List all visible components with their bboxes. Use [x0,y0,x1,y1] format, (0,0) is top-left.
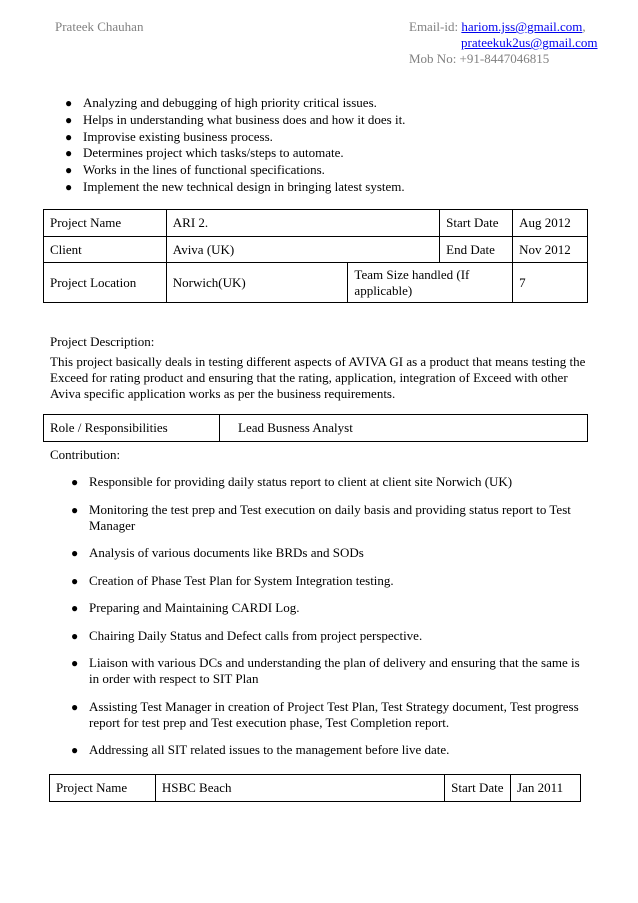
list-item: ● Monitoring the test prep and Test execution on daily basis and providing status report to Test Manager [71,501,571,533]
location-value: Norwich(UK) [166,263,348,303]
bullet-icon: ● [65,179,73,194]
client-label: Client [44,237,167,263]
bullet-icon: ● [71,546,79,560]
list-item: ● Analyzing and debugging of high priority critical issues. [65,95,377,110]
email-line [409,19,598,35]
table-row [50,775,581,802]
list-item: ● Helps in understanding what business does and how it does it. [65,111,406,127]
table-row [44,237,588,263]
list-item: ● Determines project which tasks/steps to automate. [65,145,344,161]
table-row [44,415,588,442]
list-item: ● Works in the lines of functional specifications. [65,162,325,178]
project-name-value: ARI 2. [166,210,439,237]
bullet-icon: ● [71,656,79,670]
bullet-icon: ● [71,601,79,615]
header-contact [409,19,598,67]
project-2-table [49,774,581,802]
bullet-icon: ● [65,163,73,178]
email-label: Email-id: [409,19,459,34]
list-item: ● Assisting Test Manager in creation of Project Test Plan, Test Strategy document, Test progress report for test prep and Test execution phase, Test Completion report. [71,698,579,730]
bullet-icon: ● [71,475,79,489]
description-heading: Project Description: [50,334,155,349]
bullet-icon: ● [65,96,73,110]
project-info-table [43,209,588,303]
list-item: ● Analysis of various documents like BRDs and SODs [71,545,364,560]
location-label: Project Location [44,263,167,303]
bullet-icon: ● [65,146,73,161]
header-name: Prateek Chauhan [55,19,144,34]
bullet-icon: ● [71,628,79,643]
description-text: This project basically deals in testing different aspects of AVIVA GI as a product that means testing the Exceed for rating product and ensuring that the rating, application, integration of Exceed with other Aviva specific application works as per the business requirements. [50,354,586,401]
end-date-label: End Date [440,237,513,263]
project-name-label: Project Name [50,775,156,802]
contribution-list [71,474,589,770]
skills-bullet-list [65,95,406,196]
team-size-value: 7 [513,263,588,303]
mobile-number: Mob No: +91-8447046815 [409,51,550,66]
bullet-icon: ● [65,129,73,144]
email-line-2 [409,35,598,51]
project-name-value: HSBC Beach [155,775,444,802]
role-table [43,414,588,442]
bullet-icon: ● [71,502,79,517]
start-date-value: Aug 2012 [513,210,588,237]
list-item: ● Implement the new technical design in bringing latest system. [65,178,405,194]
table-row [44,263,588,303]
role-value: Lead Busness Analyst [220,415,588,442]
start-date-label: Start Date [440,210,513,237]
contribution-heading: Contribution: [50,447,121,462]
email-link-2[interactable]: prateekuk2us@gmail.com [461,35,598,50]
list-item: ● Improvise existing business process. [65,128,273,144]
start-date-value: Jan 2011 [511,775,581,802]
list-item: ● Chairing Daily Status and Defect calls from project perspective. [71,627,423,643]
bullet-icon: ● [71,699,79,714]
list-item: ● Addressing all SIT related issues to the management before live date. [71,742,450,757]
bullet-icon: ● [71,573,79,588]
team-size-label: Team Size handled (If applicable) [348,263,513,303]
list-item: ● Preparing and Maintaining CARDI Log. [71,600,300,615]
list-item: ● Liaison with various DCs and understanding the plan of delivery and ensuring that the same is in order with respect to SIT Plan [71,655,580,686]
role-label: Role / Responsibilities [44,415,220,442]
start-date-label: Start Date [445,775,511,802]
end-date-value: Nov 2012 [513,237,588,263]
email-separator: , [582,19,586,34]
table-row [44,210,588,237]
list-item: ● Creation of Phase Test Plan for System Integration testing. [71,572,394,588]
email-link-1[interactable]: hariom.jss@gmail.com [461,19,583,34]
list-item: ● Responsible for providing daily status report to client at client site Norwich (UK) [71,474,513,489]
project-name-label: Project Name [44,210,167,237]
client-value: Aviva (UK) [166,237,439,263]
bullet-icon: ● [71,743,79,757]
bullet-icon: ● [65,112,73,127]
